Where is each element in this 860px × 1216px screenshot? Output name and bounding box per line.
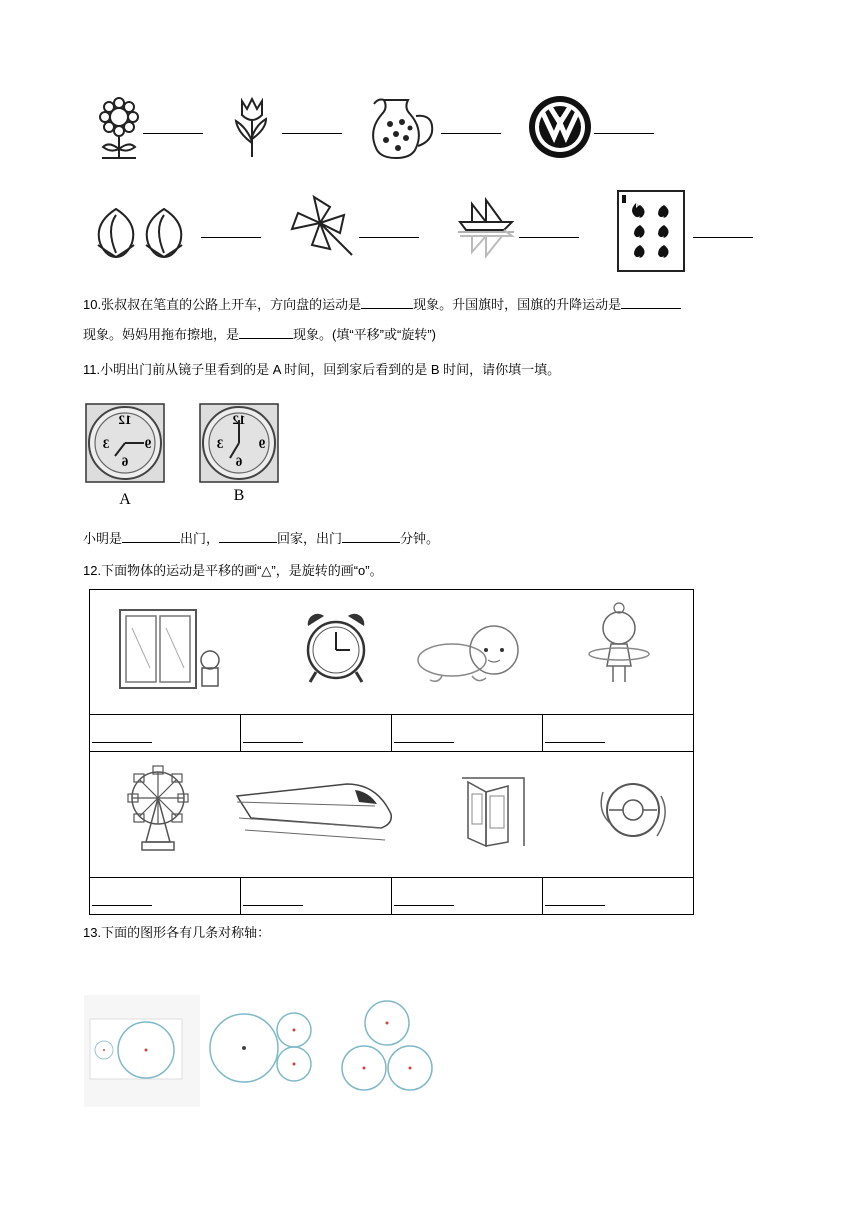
clock-number: 3 [102, 436, 110, 451]
vw-logo-icon [528, 95, 592, 159]
question-11-answer: 小明是 出门， 回家，出门 分钟。 [83, 531, 440, 546]
circle-figure-1 [84, 995, 200, 1107]
hula-hoop-girl-icon [585, 602, 655, 692]
clock-a-image [82, 400, 186, 510]
answer-blank[interactable] [519, 222, 579, 238]
answer-blank[interactable] [143, 118, 203, 134]
window-icon [116, 608, 224, 692]
clock-number: 9 [258, 436, 266, 451]
clock-number: 12 [118, 412, 132, 427]
answer-cell [241, 878, 392, 914]
answer-cell [543, 878, 693, 914]
answer-blank[interactable] [282, 118, 342, 134]
answer-cell [392, 715, 543, 751]
peaches-icon [92, 205, 192, 259]
steering-wheel-icon [595, 772, 675, 852]
door-icon [458, 772, 528, 852]
answer-cell [241, 715, 392, 751]
circle-figure-3 [336, 998, 440, 1094]
answer-blank[interactable] [594, 118, 654, 134]
answer-blank[interactable] [219, 542, 277, 543]
teapot-icon [372, 94, 438, 162]
clock-a-label: A [119, 491, 131, 508]
answer-blank[interactable] [394, 905, 454, 906]
answer-cell [543, 715, 693, 751]
answer-row [89, 878, 694, 915]
clock-number: 6 [235, 454, 243, 469]
clock-number: 9 [144, 436, 152, 451]
picture-row [89, 589, 694, 715]
clock-b-label: B [233, 487, 245, 504]
motion-table-1 [89, 589, 694, 915]
answer-cell [392, 878, 543, 914]
ferris-wheel-icon [124, 764, 194, 854]
answer-blank[interactable] [441, 118, 501, 134]
question-12: 12.下面物体的运动是平移的画“△”，是旋转的画“o”。 [83, 563, 383, 578]
question-11: 11.小明出门前从镜子里看到的是 A 时间，回到家后看到的是 B 时间，请你填一填。 [83, 362, 561, 377]
answer-blank[interactable] [92, 905, 152, 906]
pinwheel-icon [286, 193, 356, 259]
circle-figure-2 [206, 1010, 316, 1090]
answer-blank[interactable] [545, 742, 605, 743]
clock-number: 12 [232, 412, 246, 427]
answer-row [89, 715, 694, 752]
question-13: 13.下面的图形各有几条对称轴： [83, 925, 271, 940]
train-icon [235, 770, 395, 850]
answer-blank[interactable] [239, 338, 293, 339]
answer-blank[interactable] [359, 222, 419, 238]
question-10-line2: 现象。妈妈用拖布擦地，是 现象。(填“平移”或“旋转”) [83, 327, 436, 342]
clock-b-image [196, 400, 286, 510]
alarm-clock-icon [298, 608, 374, 688]
answer-blank[interactable] [243, 905, 303, 906]
turtle-icon [412, 620, 532, 690]
boat-reflection-icon [456, 196, 516, 266]
answer-blank[interactable] [92, 742, 152, 743]
answer-blank[interactable] [243, 742, 303, 743]
question-10-line1: 10.张叔叔在笔直的公路上开车，方向盘的运动是 现象。升国旗时，国旗的升降运动是 [83, 296, 681, 314]
tulip-icon [234, 95, 270, 159]
answer-blank[interactable] [545, 905, 605, 906]
clock-number: 6 [121, 454, 129, 469]
answer-blank[interactable] [361, 308, 413, 309]
answer-blank[interactable] [394, 742, 454, 743]
answer-blank[interactable] [621, 308, 681, 309]
picture-row [89, 752, 694, 878]
answer-cell [90, 878, 241, 914]
clock-number: 3 [216, 436, 224, 451]
answer-blank[interactable] [201, 222, 261, 238]
answer-blank[interactable] [122, 542, 180, 543]
flower-icon [98, 95, 140, 161]
answer-blank[interactable] [342, 542, 400, 543]
answer-blank[interactable] [693, 222, 753, 238]
playing-card-icon [616, 189, 686, 273]
answer-cell [90, 715, 241, 751]
